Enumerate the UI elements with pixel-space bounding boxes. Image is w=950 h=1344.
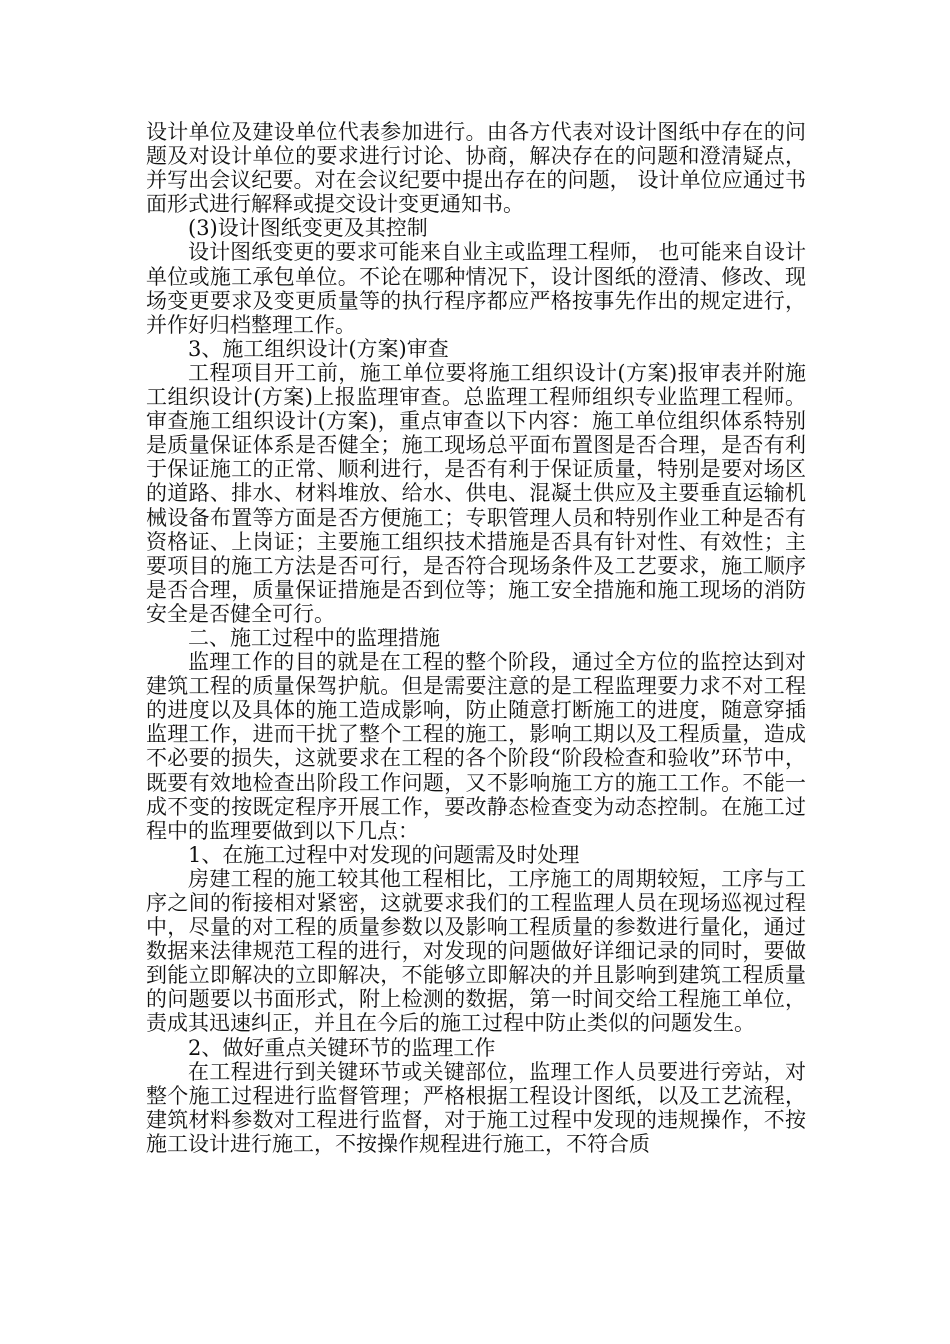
subsection-heading-drawing-change: (3)设计图纸变更及其控制	[188, 216, 428, 241]
section-heading-timely-handling: 1、在施工过程中对发现的问题需及时处理	[188, 842, 580, 867]
paragraph-key-links: 在工程进行到关键环节或关键部位，监理工作人员要进行旁站，对整个施工过程进行监督管理；严格根据工程设计图纸，以及工艺流程，建筑材料参数对工程进行监督，对于施工过程中发现的违规操作，不按施工设计进行施工，不按操作规程进行施工，不符合质	[146, 1059, 806, 1156]
paragraph-construction-plan-review: 工程项目开工前，施工单位要将施工组织设计(方案)报审表并附施工组织设计(方案)上报监理审查。总监理工程师组织专业监理工程师。审查施工组织设计(方案)，重点审查以下内容：施工单位组织体系特别是质量保证体系是否健全；施工现场总平面布置图是否合理，是否有利于保证施工的正常、顺利进行，是否有利于保证质量，特别是要对场区的道路、排水、材料堆放、给水、供电、混凝土供应及主要垂直运输机械设备布置等方面是否方便施工；专职管理人员和特别作业工种是否有资格证、上岗证；主要施工组织技术措施是否具有针对性、有效性；主要项目的施工方法是否可行，是否符合现场条件及工艺要求，施工顺序是否合理，质量保证措施是否到位等；施工安全措施和施工现场的消防安全是否健全可行。	[146, 360, 806, 626]
paragraph-timely-handling: 房建工程的施工较其他工程相比，工序施工的周期较短，工序与工序之间的衔接相对紧密，这就要求我们的工程监理人员在现场巡视过程中，尽量的对工程的质量参数以及影响工程质量的参数进行量化，通过数据来法律规范工程的进行，对发现的问题做好详细记录的同时，要做到能立即解决的立即解决，不能够立即解决的并且影响到建筑工程质量的问题要以书面形式，附上检测的数据，第一时间交给工程施工单位，责成其迅速纠正，并且在今后的施工过程中防止类似的问题发生。	[146, 866, 806, 1036]
paragraph-supervision-purpose: 监理工作的目的就是在工程的整个阶段，通过全方位的监控达到对建筑工程的质量保驾护航。但是需要注意的是工程监理要力求不对工程的进度以及具体的施工造成影响，防止随意打断施工的进度，随意穿插监理工作，进而干扰了整个工程的施工，影响工期以及工程质量，造成不必要的损失，这就要求在工程的各个阶段“阶段检查和验收”环节中，既要有效地检查出阶段工作问题，又不影响施工方的施工工作。不能一成不变的按既定程序开展工作，要改静态检查变为动态控制。在施工过程中的监理要做到以下几点：	[146, 650, 806, 843]
paragraph-continuation: 设计单位及建设单位代表参加进行。由各方代表对设计图纸中存在的问题及对设计单位的要求进行讨论、协商，解决存在的问题和澄清疑点，并写出会议纪要。对在会议纪要中提出存在的问题， 设计单位应通过书面形式进行解释或提交设计变更通知书。	[146, 120, 806, 217]
chapter-heading-supervision-measures: 二、施工过程中的监理措施	[188, 625, 440, 650]
section-heading-key-links: 2、做好重点关键环节的监理工作	[188, 1035, 496, 1060]
paragraph-drawing-change: 设计图纸变更的要求可能来自业主或监理工程师， 也可能来自设计单位或施工承包单位。不论在哪种情况下，设计图纸的澄清、修改、现场变更要求及变更质量等的执行程序都应严格按事先作出的规定进行， 并作好归档整理工作。	[146, 240, 806, 337]
document-page	[146, 120, 806, 1156]
section-heading-construction-plan-review: 3、施工组织设计(方案)审查	[188, 336, 449, 361]
